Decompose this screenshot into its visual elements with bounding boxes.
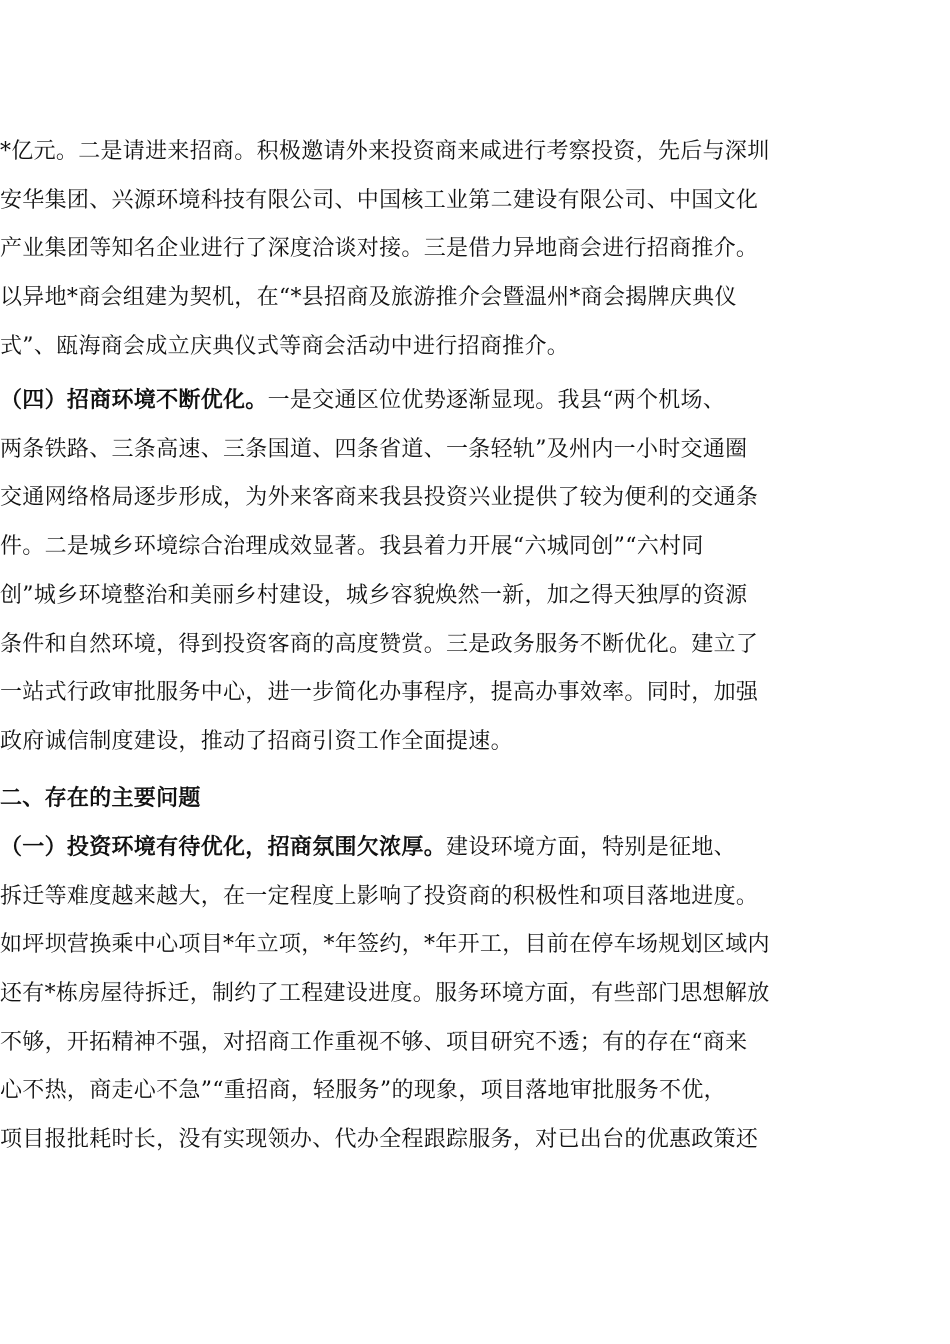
line-text: *亿元。二是请进来招商。积极邀请外来投资商来咸进行考察投资，先后与深圳 [0, 139, 770, 164]
paragraph-line [0, 673, 950, 713]
line-text: 建设环境方面，特别是征地、 [446, 835, 736, 860]
paragraph-line [0, 1023, 950, 1063]
paragraph-line [0, 229, 950, 269]
paragraph-line [0, 278, 950, 318]
line-text: 交通网络格局逐步形成，为外来客商来我县投资兴业提供了较为便利的交通条 [0, 485, 759, 510]
paragraph-line [0, 1071, 950, 1111]
section-title: 二、存在的主要问题 [0, 785, 201, 811]
line-text: 拆迁等难度越来越大，在一定程度上影响了投资商的积极性和项目落地进度。 [0, 884, 759, 909]
paragraph-line [0, 576, 950, 616]
line-text: 还有*栋房屋待拆迁，制约了工程建设进度。服务环境方面，有些部门思想解放 [0, 981, 770, 1006]
line-text: 如坪坝营换乘中心项目*年立项，*年签约，*年开工，目前在停车场规划区域内 [0, 932, 770, 957]
line-text: 条件和自然环境，得到投资客商的高度赞赏。三是政务服务不断优化。建立了 [0, 632, 759, 657]
paragraph-line [0, 527, 950, 567]
paragraph-line [0, 625, 950, 665]
line-text: 两条铁路、三条高速、三条国道、四条省道、一条轻轨”及州内一小时交通圈 [0, 437, 748, 462]
section-heading: （一）投资环境有待优化，招商氛围欠浓厚。 [0, 834, 447, 860]
paragraph-line [0, 974, 950, 1014]
paragraph-line [0, 181, 950, 221]
paragraph-line [0, 877, 950, 917]
section-heading: （四）招商环境不断优化。 [0, 387, 268, 413]
line-text: 安华集团、兴源环境科技有限公司、中国核工业第二建设有限公司、中国文化 [0, 188, 759, 213]
line-text: 一站式行政审批服务中心，进一步简化办事程序，提高办事效率。同时，加强 [0, 680, 759, 705]
line-text: 产业集团等知名企业进行了深度洽谈对接。三是借力异地商会进行招商推介。 [0, 236, 759, 261]
line-text: 一是交通区位优势逐渐显现。我县“两个机场、 [267, 388, 726, 413]
line-text: 创”城乡环境整治和美丽乡村建设，城乡容貌焕然一新，加之得天独厚的资源 [0, 583, 748, 608]
section-line [0, 827, 950, 867]
paragraph-line [0, 1120, 950, 1160]
line-text: 不够，开拓精神不强，对招商工作重视不够、项目研究不透；有的存在“商来 [0, 1030, 748, 1055]
line-text: 件。二是城乡环境综合治理成效显著。我县着力开展“六城同创”“六村同 [0, 534, 704, 559]
paragraph-line [0, 327, 950, 367]
paragraph-line [0, 430, 950, 470]
line-text: 以异地*商会组建为契机，在“*县招商及旅游推介会暨温州*商会揭牌庆典仪 [0, 285, 737, 310]
line-text: 式”、瓯海商会成立庆典仪式等商会活动中进行招商推介。 [0, 334, 570, 359]
line-text: 政府诚信制度建设，推动了招商引资工作全面提速。 [0, 729, 513, 754]
paragraph-line [0, 478, 950, 518]
line-text: 心不热，商走心不急”“重招商，轻服务”的现象，项目落地审批服务不优， [0, 1078, 726, 1103]
section-title-line [0, 778, 950, 818]
paragraph-line [0, 132, 950, 172]
paragraph-line [0, 925, 950, 965]
line-text: 项目报批耗时长，没有实现领办、代办全程跟踪服务，对已出台的优惠政策还 [0, 1127, 759, 1152]
paragraph-line [0, 722, 950, 762]
section-line [0, 380, 950, 420]
